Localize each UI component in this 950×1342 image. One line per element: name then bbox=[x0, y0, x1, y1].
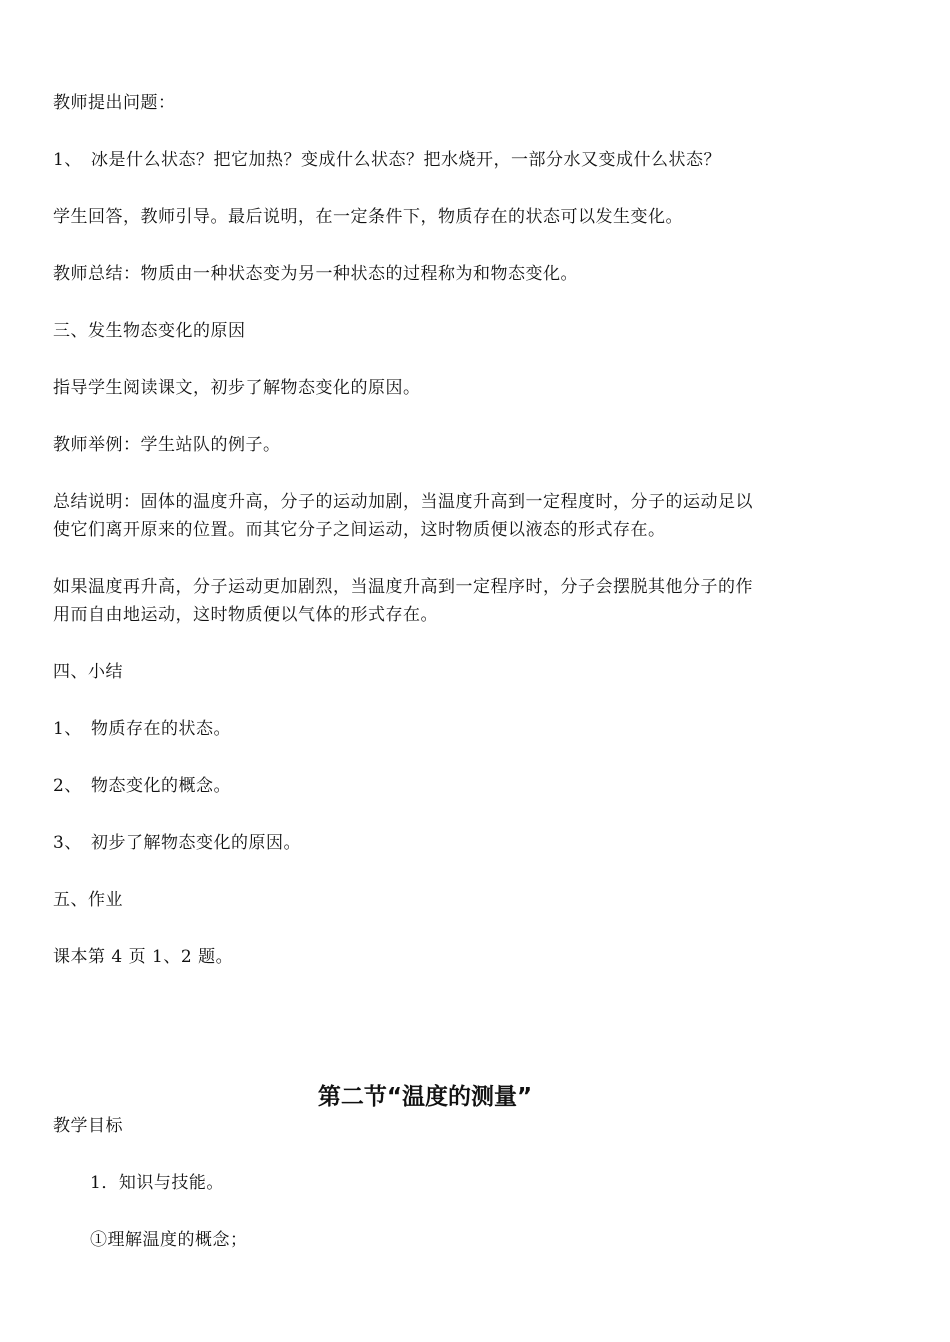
list-number: 1、 bbox=[53, 150, 82, 170]
paragraph-teacher-summary: 教师总结：物质由一种状态变为另一种状态的过程称为和物态变化。 bbox=[53, 264, 578, 284]
list-text: 冰是什么状态？把它加热？变成什么状态？把水烧开，一部分水又变成什么状态？ bbox=[91, 150, 721, 170]
list-number: 1、 bbox=[53, 719, 82, 739]
paragraph-student-answer: 学生回答，教师引导。最后说明，在一定条件下，物质存在的状态可以发生变化。 bbox=[53, 207, 683, 227]
paragraph-teacher-question: 教师提出问题： bbox=[53, 93, 176, 113]
goal-item-1: ①理解温度的概念； bbox=[90, 1230, 248, 1250]
paragraph-homework: 课本第 4 页 1、2 题。 bbox=[53, 947, 234, 967]
question-item-1 bbox=[53, 146, 813, 174]
goal-knowledge-skills: 1．知识与技能。 bbox=[90, 1173, 224, 1193]
list-text: 物质存在的状态。 bbox=[91, 719, 231, 739]
summary-item-1 bbox=[53, 715, 813, 743]
list-number: 2、 bbox=[53, 776, 82, 796]
list-text: 初步了解物态变化的原因。 bbox=[91, 833, 301, 853]
section-heading-4: 四、小结 bbox=[53, 662, 123, 682]
summary-item-3 bbox=[53, 829, 813, 857]
paragraph-summary-line-2: 使它们离开原来的位置。而其它分子之间运动，这时物质便以液态的形式存在。 bbox=[53, 520, 666, 540]
teaching-goals-heading: 教学目标 bbox=[53, 1116, 123, 1136]
paragraph-gas-line-2: 用而自由地运动，这时物质便以气体的形式存在。 bbox=[53, 605, 438, 625]
paragraph-gas-line-1: 如果温度再升高，分子运动更加剧烈，当温度升高到一定程序时，分子会摆脱其他分子的作 bbox=[53, 577, 753, 597]
paragraph-summary-line-1: 总结说明：固体的温度升高，分子的运动加剧，当温度升高到一定程度时，分子的运动足以 bbox=[53, 492, 753, 512]
list-number: 3、 bbox=[53, 833, 82, 853]
paragraph-teacher-example: 教师举例：学生站队的例子。 bbox=[53, 435, 281, 455]
section-heading-3: 三、发生物态变化的原因 bbox=[53, 321, 246, 341]
section-title: 第二节“温度的测量” bbox=[317, 1084, 533, 1110]
summary-item-2 bbox=[53, 772, 813, 800]
list-text: 物态变化的概念。 bbox=[91, 776, 231, 796]
section-heading-5: 五、作业 bbox=[53, 890, 123, 910]
paragraph-reading-guide: 指导学生阅读课文，初步了解物态变化的原因。 bbox=[53, 378, 421, 398]
